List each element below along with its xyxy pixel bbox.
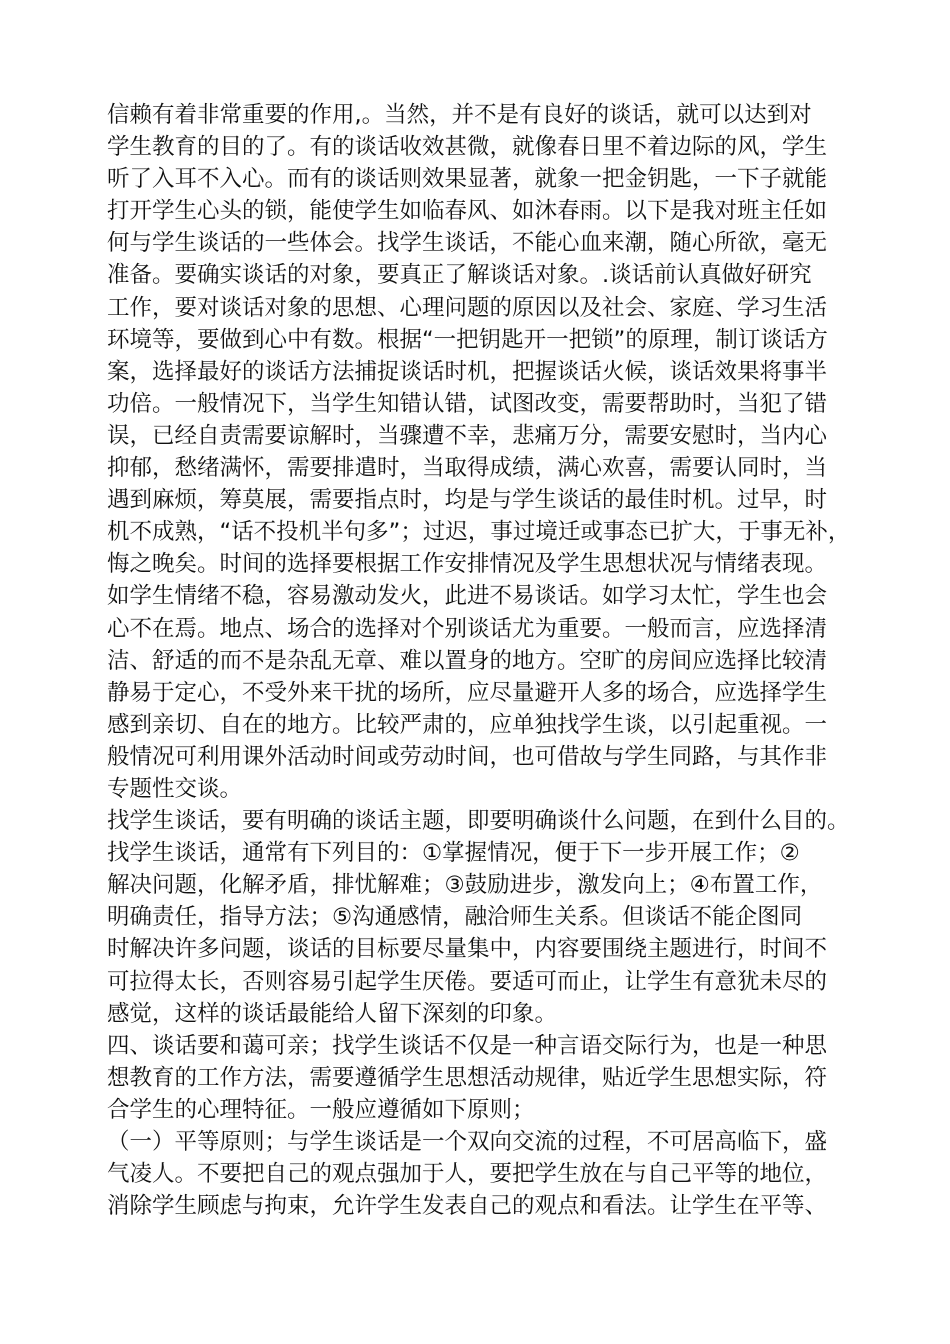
text-line: 误，已经自责需要谅解时，当骤遭不幸，悲痛万分，需要安慰时，当内心 bbox=[107, 422, 828, 449]
text-line: （一）平等原则；与学生谈话是一个双向交流的过程，不可居高临下，盛 bbox=[107, 1129, 828, 1155]
text-line: 案，选择最好的谈话方法捕捉谈话时机，把握谈话火候，谈话效果将事半 bbox=[107, 358, 828, 385]
text-line: 般情况可利用课外活动时间或劳动时间，也可借故与学生同路，与其作非 bbox=[107, 743, 828, 770]
text-line: 感到亲切、自在的地方。比较严肃的，应单独找学生谈，以引起重视。一 bbox=[107, 711, 828, 738]
text-line: 如学生情绪不稳，容易激动发火，此进不易谈话。如学习太忙，学生也会 bbox=[107, 583, 828, 610]
text-line: 解决问题，化解矛盾，排忧解难；③鼓励进步，激发向上；④布置工作， bbox=[107, 872, 823, 899]
text-line: 消除学生顾虑与拘束，允许学生发表自己的观点和看法。让学生在平等、 bbox=[107, 1193, 828, 1220]
text-line: 学生教育的目的了。有的谈话收效甚微，就像春日里不着边际的风，学生 bbox=[107, 134, 828, 161]
text-line: 专题性交谈。 bbox=[107, 775, 243, 802]
text-line: 找学生谈话，通常有下列目的：①掌握情况，便于下一步开展工作；② bbox=[107, 840, 800, 867]
text-line: 信赖有着非常重要的作用,。当然，并不是有良好的谈话，就可以达到对 bbox=[107, 102, 812, 128]
text-line: 洁、舒适的而不是杂乱无章、难以置身的地方。空旷的房间应选择比较清 bbox=[107, 647, 828, 674]
text-line: 想教育的工作方法，需要遵循学生思想活动规律，贴近学生思想实际，符 bbox=[107, 1064, 828, 1091]
text-line: 遇到麻烦，筹莫展，需要指点时，均是与学生谈话的最佳时机。过早，时 bbox=[107, 487, 828, 514]
text-line: 时解决许多问题，谈话的目标要尽量集中，内容要围绕主题进行，时间不 bbox=[107, 936, 828, 963]
text-line: 机不成熟，“话不投机半句多”；过迟，事过境迁或事态已扩大，于事无补， bbox=[107, 519, 851, 546]
text-line: 气凌人。不要把自己的观点强加于人，要把学生放在与自己平等的地位， bbox=[107, 1161, 828, 1188]
text-line: 悔之晚矣。时间的选择要根据工作安排情况及学生思想状况与情绪表现。 bbox=[107, 551, 828, 578]
text-line: 四、谈话要和蔼可亲；找学生谈话不仅是一种言语交际行为，也是一种思 bbox=[107, 1032, 828, 1059]
text-line: 抑郁，愁绪满怀，需要排遣时，当取得成绩，满心欢喜，需要认同时，当 bbox=[107, 455, 828, 482]
document-body bbox=[107, 99, 867, 1222]
text-line: 何与学生谈话的一些体会。找学生谈话，不能心血来潮，随心所欲，毫无 bbox=[107, 230, 828, 257]
text-line: 合学生的心理特征。一般应遵循如下原则； bbox=[107, 1096, 535, 1123]
text-line: 听了入耳不入心。而有的谈话则效果显著，就象一把金钥匙，一下子就能 bbox=[107, 166, 828, 193]
text-line: 找学生谈话，要有明确的谈话主题，即要明确谈什么问题，在到什么目的。 bbox=[107, 808, 850, 835]
text-line: 工作，要对谈话对象的思想、心理问题的原因以及社会、家庭、学习生活 bbox=[107, 294, 828, 321]
text-line: 明确责任，指导方法；⑤沟通感情，融洽师生关系。但谈话不能企图同 bbox=[107, 904, 803, 931]
text-line: 静易于定心，不受外来干扰的场所，应尽量避开人多的场合，应选择学生 bbox=[107, 679, 828, 706]
text-line: 准备。要确实谈话的对象，要真正了解谈话对象。.谈话前认真做好研究 bbox=[107, 262, 812, 289]
text-line: 功倍。一般情况下，当学生知错认错，试图改变，需要帮助时，当犯了错 bbox=[107, 390, 828, 417]
text-line: 打开学生心头的锁，能使学生如临春风、如沐春雨。以下是我对班主任如 bbox=[107, 198, 828, 225]
text-line: 环境等，要做到心中有数。根据“一把钥匙开一把锁”的原理，制订谈话方 bbox=[107, 326, 828, 353]
text-line: 感觉，这样的谈话最能给人留下深刻的印象。 bbox=[107, 1000, 558, 1027]
text-line: 可拉得太长，否则容易引起学生厌倦。要适可而止，让学生有意犹未尽的 bbox=[107, 968, 828, 995]
text-line: 心不在焉。地点、场合的选择对个别谈话尤为重要。一般而言，应选择清 bbox=[107, 615, 828, 642]
